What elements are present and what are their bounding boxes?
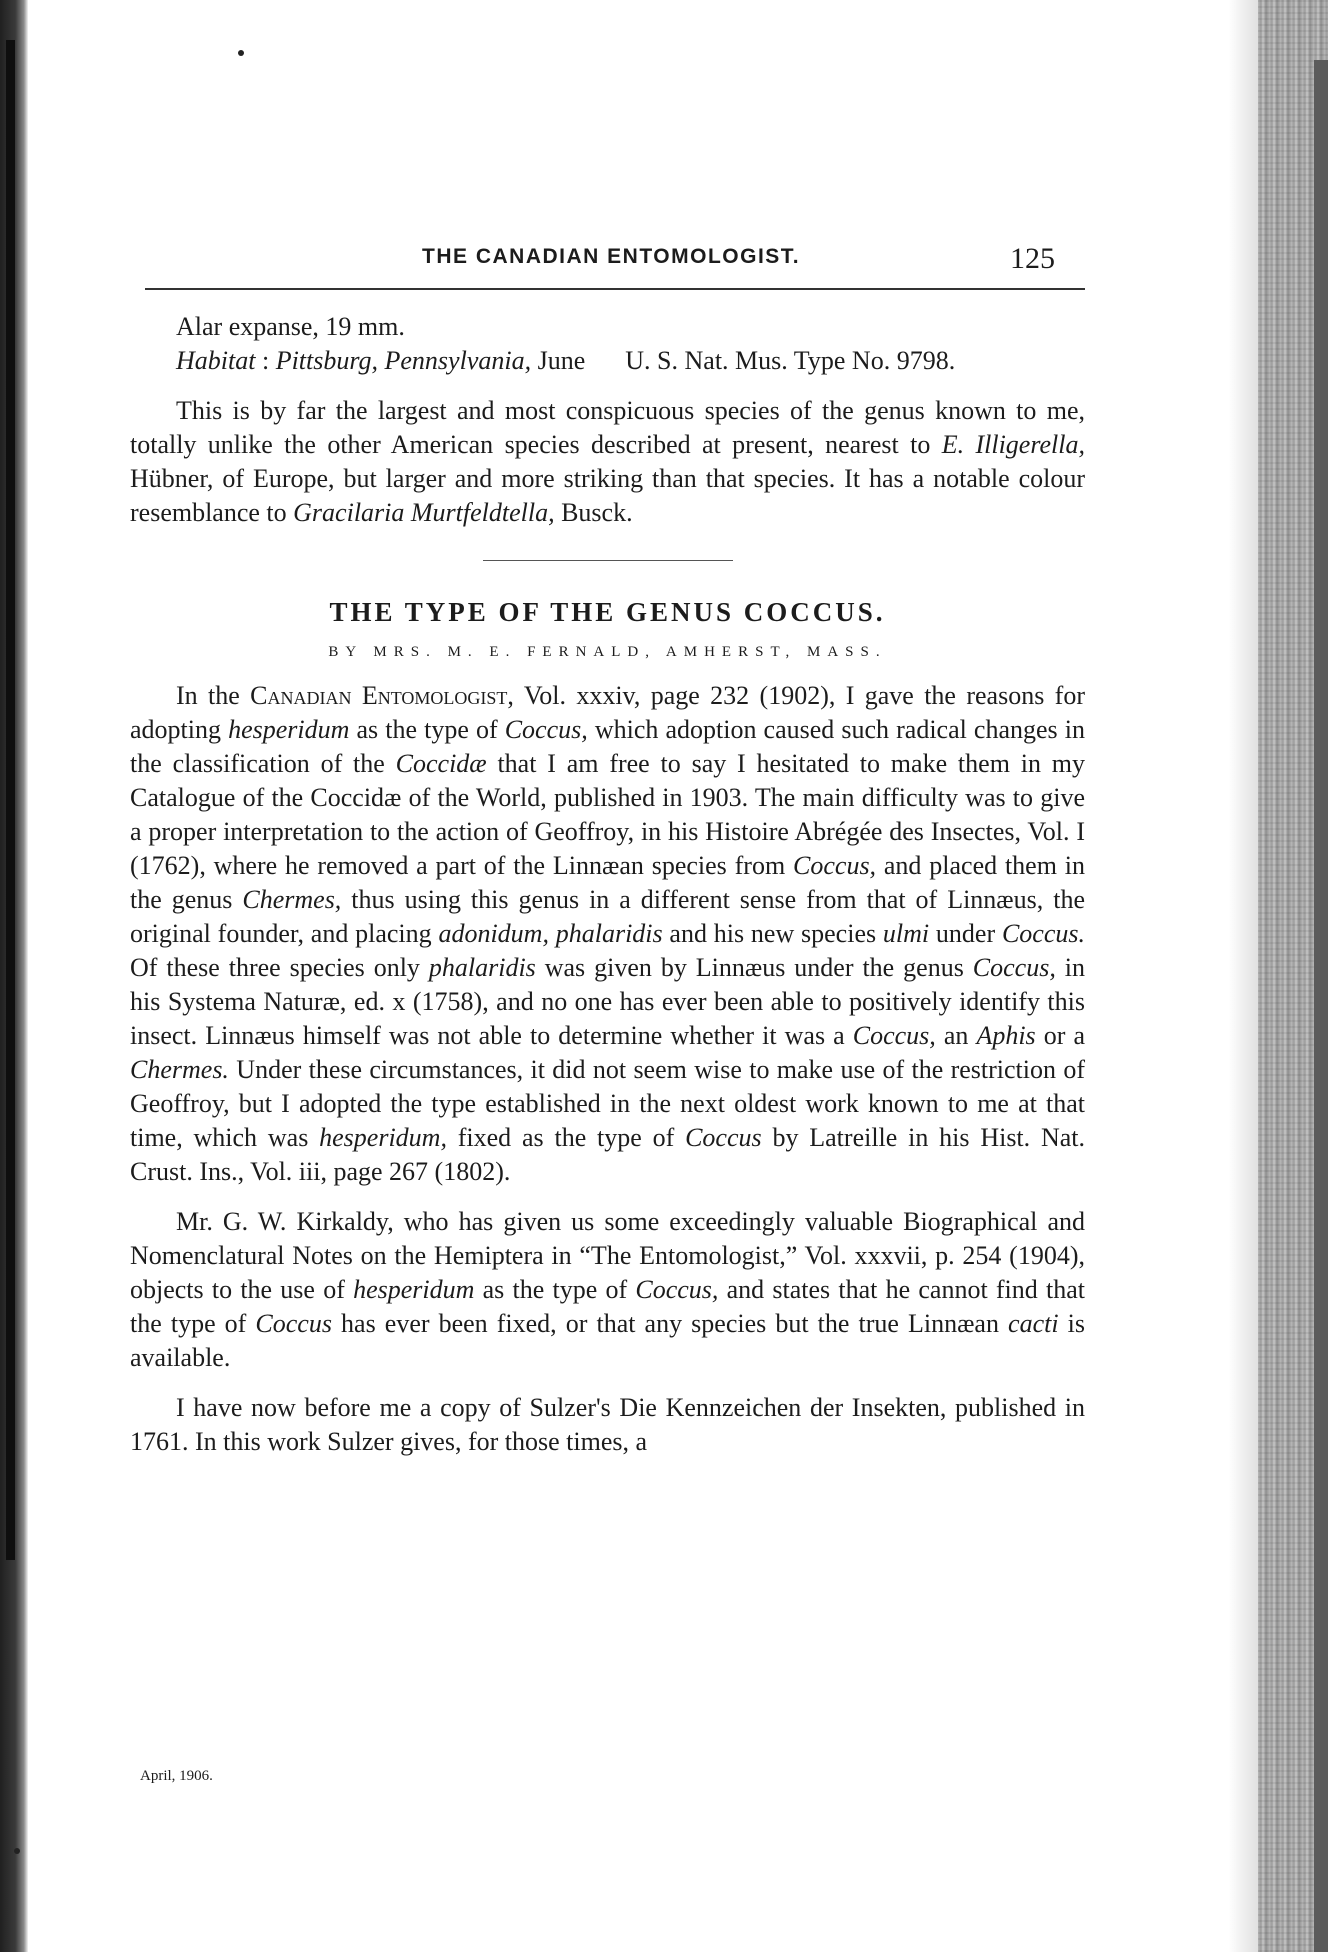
- article-byline: BY MRS. M. E. FERNALD, AMHERST, MASS.: [328, 644, 887, 660]
- italic-term: hesperidum: [353, 1275, 475, 1304]
- running-title: THE CANADIAN ENTOMOLOGIST.: [422, 245, 801, 268]
- binding-edge: [0, 0, 28, 1952]
- speck-mark: [238, 50, 244, 56]
- paragraph-text: is available.: [130, 1309, 1085, 1372]
- paragraph-text: under: [929, 919, 1002, 948]
- article-title: THE TYPE OF THE GENUS COCCUS.: [329, 597, 886, 627]
- paragraph-text: fixed as the type of: [446, 1123, 686, 1152]
- paragraph-text: by Latreille in his Hist. Nat. Crust. Ins., Vol. iii, page 267 (1802).: [130, 1123, 1086, 1186]
- description-text: Busck.: [554, 498, 633, 527]
- paragraph-text: thus using this genus in a different sense from that of Linnæus, the original founder, and placing: [130, 885, 1085, 948]
- italic-term: hesperidum,: [319, 1123, 447, 1152]
- italic-term: Coccus: [255, 1309, 332, 1338]
- habitat-paragraph: Habitat : Pittsburg, Pennsylvania, June U. S. Nat. Mus. Type No. 9798.: [176, 346, 956, 375]
- header-rule: [145, 288, 1085, 290]
- italic-term: Coccus,: [635, 1275, 719, 1304]
- italic-term: Coccus,: [504, 715, 588, 744]
- description-text: Hübner, of Europe, but larger and more striking than that species. It has a notable colour resemblance to: [130, 464, 1085, 527]
- italic-term: phalaridis: [428, 953, 536, 982]
- paragraph-text: and his new species: [662, 919, 883, 948]
- italic-term: Chermes.: [130, 1055, 229, 1084]
- journal-name: Canadian Entomologist: [250, 681, 508, 710]
- habitat-label: Habitat: [176, 346, 256, 375]
- paragraph-text: Under these circumstances, it did not seem wise to make use of the restriction of Geoffroy, but I adopted the type established in the next oldest work known to me at that time, which was: [130, 1055, 1085, 1152]
- paragraph-text: has ever been fixed, or that any species but the true Linnæan: [331, 1309, 1009, 1338]
- page-edge-shadow: [1228, 0, 1258, 1952]
- section-divider: [483, 560, 733, 561]
- paragraph-text: an: [935, 1021, 977, 1050]
- paragraph-text: in his Systema Naturæ, ed. x (1758), and no one has ever been able to positively identify this insect. Linnæus himself was not able to determine whether it was a: [130, 953, 1086, 1050]
- habitat-month: June: [537, 346, 586, 375]
- italic-term: hesperidum: [228, 715, 350, 744]
- article-paragraph-3: [130, 1391, 1085, 1459]
- habitat-place: Pittsburg, Pennsylvania,: [275, 346, 532, 375]
- page-number: 125: [1010, 242, 1055, 275]
- italic-term: Coccus: [685, 1123, 762, 1152]
- alar-expanse-line: Alar expanse, 19 mm.: [176, 312, 405, 341]
- speck-mark: [14, 1848, 20, 1854]
- paragraph-text: or a: [1035, 1021, 1086, 1050]
- italic-term: ulmi: [882, 919, 930, 948]
- italic-term: Aphis: [976, 1021, 1036, 1050]
- type-number: No. 9798.: [851, 346, 956, 375]
- page-edge-band: [1314, 60, 1328, 1952]
- issue-date: April, 1906.: [140, 1768, 213, 1784]
- species-description: [130, 394, 1085, 530]
- species-name: Gracilaria Murtfeldtella,: [293, 498, 555, 527]
- italic-term: Coccus.: [1001, 919, 1085, 948]
- paragraph-text: In the: [176, 681, 251, 710]
- paragraph-text: and placed them in the genus: [130, 851, 1085, 914]
- type-label: U. S. Nat. Mus. Type: [625, 346, 846, 375]
- book-page: [130, 230, 1085, 1459]
- paragraph-text: that I am free to say I hesitated to make them in my Catalogue of the Coccidæ of the World, published in 1903. The main difficulty was to give a proper interpretation to the action of Geoffroy, in his Histoire Abrégée des Insectes, Vol. I (1762), where he removed a part of the Linnæan species from: [130, 749, 1086, 880]
- paragraph-text: which adoption caused such radical changes in the classification of the: [130, 715, 1085, 778]
- italic-term: Coccidæ: [395, 749, 487, 778]
- running-head: [130, 230, 1085, 280]
- paragraph-text: , Vol. xxxiv, page 232 (1902), I gave the reasons for adopting: [130, 681, 1086, 744]
- description-text: This is by far the largest and most conspicuous species of the genus known to me, totally unlike the other American species described at present, nearest to: [130, 396, 1085, 459]
- italic-term: adonidum, phalaridis: [438, 919, 663, 948]
- paragraph-text: as the type of: [349, 715, 505, 744]
- italic-term: Coccus,: [972, 953, 1056, 982]
- paragraph-text: Mr. G. W. Kirkaldy, who has given us some exceedingly valuable Biographical and Nomenclatural Notes on the Hemiptera in “The Entomologist,” Vol. xxxvii, p. 254 (1904), objects to the use of: [130, 1207, 1085, 1304]
- paragraph-text: Of these three species only: [130, 953, 429, 982]
- italic-term: Coccus,: [793, 851, 877, 880]
- paragraph-text: I have now before me a copy of Sulzer's Die Kennzeichen der Insekten, published in 1761. In this work Sulzer gives, for those times, a: [130, 1393, 1085, 1456]
- paragraph-text: was given by Linnæus under the genus: [535, 953, 973, 982]
- article-paragraph-2: [130, 1205, 1085, 1375]
- italic-term: Coccus,: [852, 1021, 936, 1050]
- article-paragraph-1: [130, 679, 1085, 1189]
- italic-term: cacti: [1008, 1309, 1059, 1338]
- paragraph-text: as the type of: [474, 1275, 636, 1304]
- paragraph-text: and states that he cannot find that the type of: [130, 1275, 1085, 1338]
- page-body: [130, 310, 1085, 1459]
- binding-shadow: [6, 40, 15, 1560]
- species-name: E. Illigerella,: [941, 430, 1085, 459]
- italic-term: Chermes,: [242, 885, 342, 914]
